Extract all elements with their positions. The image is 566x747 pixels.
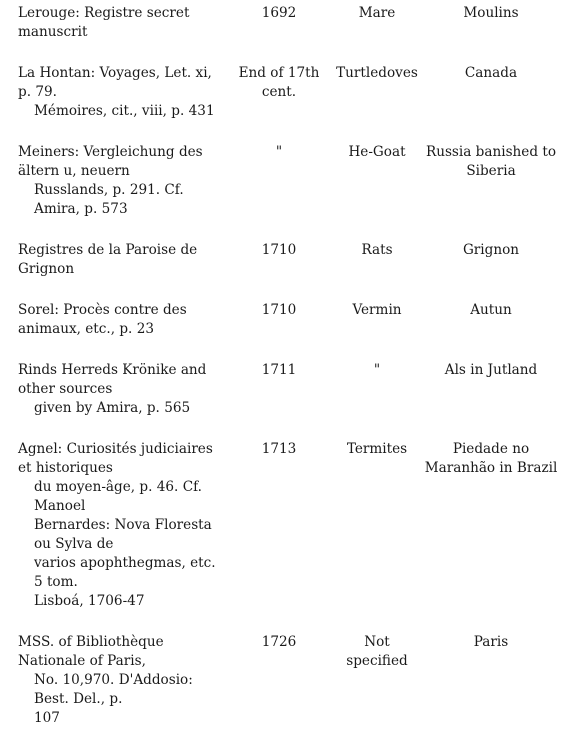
animal-cell: Vermin xyxy=(352,302,402,318)
source-line: Russlands, p. 291. Cf. Amira, p. 573 xyxy=(34,182,184,217)
source-line: No. 10,970. D'Addosio: Best. Del., p. xyxy=(34,672,193,707)
place-cell: Paris xyxy=(473,634,509,650)
source-line: Sorel: Procès contre des animaux, etc., p. 23 xyxy=(18,302,187,337)
animal-cell: " xyxy=(373,362,381,378)
place-cell: Canada xyxy=(464,65,518,81)
source-line: du moyen-âge, p. 46. Cf. Manoel xyxy=(34,479,202,514)
animal-cell: He-Goat xyxy=(348,144,406,160)
source-line: given by Amira, p. 565 xyxy=(34,400,191,416)
source-cell xyxy=(0,241,224,279)
animal-cell: Turtledoves xyxy=(336,65,418,81)
place-cell: Autun xyxy=(470,302,512,318)
source-cell xyxy=(0,64,224,121)
source-line: Lisboá, 1706-47 xyxy=(34,593,145,609)
source-line: 107 xyxy=(34,710,60,726)
date-cell: 1711 xyxy=(261,362,297,378)
source-line: Bernardes: Nova Floresta ou Sylva de xyxy=(34,517,212,552)
source-line: La Hontan: Voyages, Let. xi, p. 79. xyxy=(18,65,212,100)
date-cell: 1710 xyxy=(261,242,297,258)
source-cell xyxy=(0,4,224,42)
animal-cell: Termites xyxy=(346,441,408,457)
place-cell: Moulins xyxy=(463,5,519,21)
source-line: Mémoires, cit., viii, p. 431 xyxy=(34,103,215,119)
place-cell: Piedade no Maranhão in Brazil xyxy=(424,441,558,476)
date-cell: 1713 xyxy=(261,441,297,457)
date-cell: 1726 xyxy=(261,634,297,650)
source-line: Registres de la Paroise de Grignon xyxy=(18,242,198,277)
table-row xyxy=(0,0,566,61)
source-line: Rinds Herreds Krönike and other sources xyxy=(18,362,207,397)
animal-cell: Mare xyxy=(358,5,396,21)
table-row xyxy=(0,140,566,238)
animal-cell: Rats xyxy=(361,242,393,258)
source-line: varios apophthegmas, etc. 5 tom. xyxy=(34,555,216,590)
table-row xyxy=(0,437,566,630)
source-cell xyxy=(0,361,224,418)
table-row xyxy=(0,61,566,140)
source-line: MSS. of Bibliothèque Nationale of Paris, xyxy=(18,634,164,669)
source-line: Meiners: Vergleichung des ältern u, neuern xyxy=(18,144,203,179)
table-row xyxy=(0,358,566,437)
source-line: Agnel: Curiosités judiciaires et historiques xyxy=(18,441,213,476)
source-cell xyxy=(0,440,224,611)
source-cell xyxy=(0,301,224,339)
source-line: Lerouge: Registre secret manuscrit xyxy=(18,5,190,40)
place-cell: Als in Jutland xyxy=(444,362,538,378)
table-row xyxy=(0,238,566,298)
place-cell: Grignon xyxy=(462,242,520,258)
date-cell: 1692 xyxy=(261,5,297,21)
table-row xyxy=(0,298,566,358)
animal-cell: Not specified xyxy=(346,634,408,669)
date-cell: End of 17th cent. xyxy=(238,65,320,100)
date-cell: " xyxy=(275,144,283,160)
date-cell: 1710 xyxy=(261,302,297,318)
source-cell xyxy=(0,143,224,219)
table-row xyxy=(0,630,566,747)
place-cell: Russia banished to Siberia xyxy=(425,144,557,179)
